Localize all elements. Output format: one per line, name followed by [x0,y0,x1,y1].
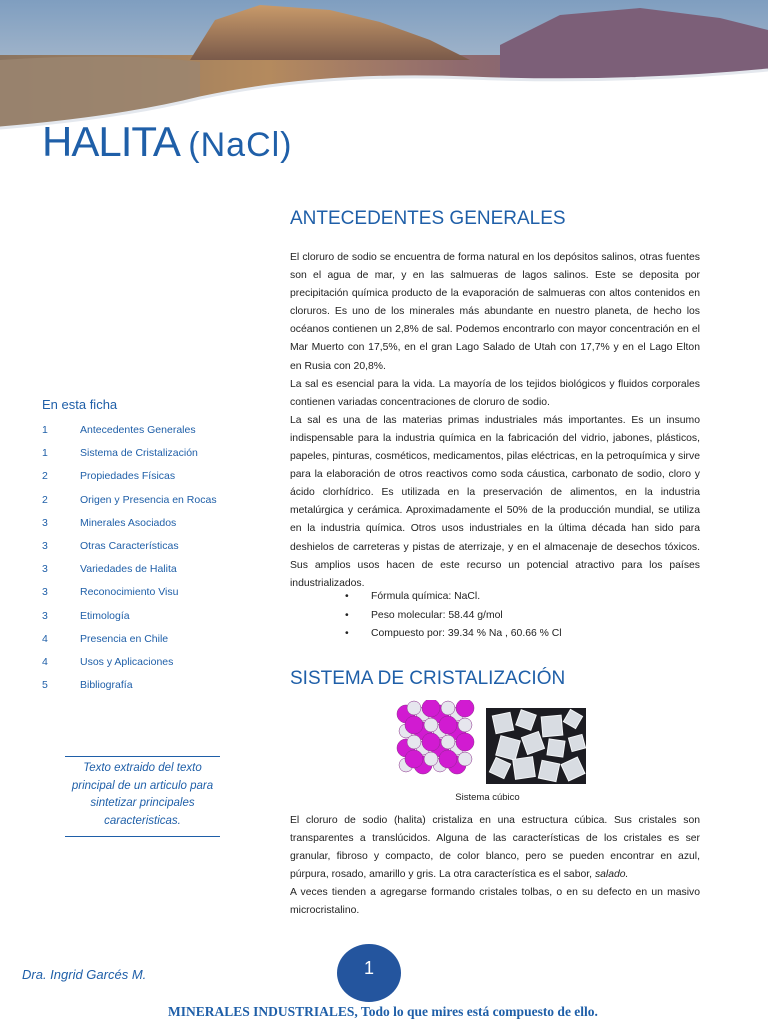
toc-page-number: 2 [42,493,48,506]
toc-item[interactable] [42,563,217,586]
toc-item[interactable] [42,586,217,609]
toc-item[interactable] [42,494,217,517]
antecedentes-body [290,249,700,593]
bullet-formula: • Fórmula química: NaCl. [345,588,562,607]
title-formula: (NaCl) [188,126,293,164]
toc-label: Etimología [80,609,130,622]
toc-item[interactable] [42,633,217,656]
toc-label: Sistema de Cristalización [80,447,198,460]
table-of-contents [42,424,217,702]
salt-crystals-photo [486,708,586,784]
toc-page-number: 2 [42,470,48,483]
toc-page-number: 1 [42,447,48,460]
lattice-ion [422,733,440,751]
section-heading-cristalizacion: SISTEMA DE CRISTALIZACIÓN [290,668,566,689]
toc-page-number: 3 [42,609,48,622]
toc-item[interactable] [42,610,217,633]
lattice-ion [407,735,421,749]
toc-label: Reconocimiento Visu [80,586,179,599]
salt-crystal [538,760,559,781]
cristalizacion-body [290,812,700,921]
header-landscape-banner [0,0,768,135]
cristalizacion-paragraph-2: A veces tienden a agregarse formando cristales tolbas, o en su defecto en un masivo microcristalino. [290,887,700,917]
toc-page-number: 3 [42,586,48,599]
toc-item[interactable] [42,447,217,470]
toc-label: Variedades de Halita [80,563,177,576]
section-heading-antecedentes: ANTECEDENTES GENERALES [290,208,566,229]
salt-crystal [492,712,513,733]
crystal-structure-images [386,700,588,788]
toc-label: Otras Características [80,539,179,552]
lattice-ion [405,716,423,734]
bullet-composition: • Compuesto por: 39.34 % Na , 60.66 % Cl [345,625,562,644]
toc-item[interactable] [42,679,217,702]
antecedentes-paragraph-1: El cloruro de sodio se encuentra de forma natural en los depósitos salinos, otras fuentes son el agua de mar, y en las salmueras de lagos salinos. Este se deposita por precipitación química producto de la evaporación de salmueras con altos contenidos en cloruros. Es uno de los minerales más abundante en nuestro planeta, de hecho los océanos contienen un 2,8% de sal. Podemos encontrarlo con mayor concentración en el Mar Muerto con 17,5%, en el gran Lago Salado de Utah con 17,7% y en el Lago Elton en Rusia con 20,8%. [290,252,700,372]
toc-label: Usos y Aplicaciones [80,655,174,668]
lattice-ion [424,752,438,766]
toc-label: Origen y Presencia en Rocas [80,493,217,506]
antecedentes-paragraph-2: La sal es esencial para la vida. La mayoría de los tejidos biológicos y fluidos corporales contienen variadas concentraciones de cloruro de sodio. [290,378,700,408]
pull-quote: Texto extraido del texto principal de un articulo para sintetizar principales caracteristicas. [65,756,220,837]
toc-label: Propiedades Físicas [80,470,176,483]
toc-item[interactable] [42,424,217,447]
lattice-ion [458,718,472,732]
footer-tagline: MINERALES INDUSTRIALES, Todo lo que mires está compuesto de ello. [168,1004,598,1019]
toc-label: Antecedentes Generales [80,424,196,436]
salt-crystal [496,736,520,760]
antecedentes-paragraph-3: La sal es una de las materias primas industriales más importantes. Es un insumo indispensable para la industria química en la fabricación del vidrio, jabones, plásticos, papeles, pinturas, cosméticos, medicamentos, pilas eléctricas, en la petroquímica y sirve para la elaboración de otros reactivos como soda cáustica, carbonato de sodio, cloro y ácido clorhídrico. Es utilizada en la preservación de alimentos, en la industria metalúrgica y cerámica. Aproximadamente el 50% de la producción mundial, se utiliza en la industria química. Otros usos industriales en la última década han sido para deshielos de carreteras y pistas de aterrizaje, y en el almacenaje de desechos tóxicos. Sus amplios usos hacen de este recurso un potencial atractivo para los países industrializados. [290,414,700,589]
lattice-ion [407,701,421,715]
crystal-image-caption: Sistema cúbico [455,792,520,803]
cristalizacion-paragraph-1 [290,812,700,884]
lattice-ion [424,718,438,732]
cristalizacion-text: El cloruro de sodio (halita) cristaliza en una estructura cúbica. Sus cristales son transparentes a translúcidos. Alguna de las características de los cristales es ser granular, fibroso y compacto, de color blanco, pero se pueden encontrar en azul, púrpura, rosado, amarillo y gris. La otra característica es el sabor, [290,815,700,881]
salt-crystal [568,734,585,751]
salt-crystal [547,739,565,757]
toc-item[interactable] [42,656,217,679]
lattice-ion [441,701,455,715]
salado-italic: salado. [594,869,629,881]
toc-page-number: 4 [42,632,48,645]
toc-page-number: 1 [42,424,48,436]
title-mineral-name: HALITA [42,118,178,165]
toc-item[interactable] [42,470,217,493]
lattice-ion [439,716,457,734]
lattice-ion [405,750,423,768]
toc-page-number: 3 [42,516,48,529]
bullet-molecular-weight: • Peso molecular: 58.44 g/mol [345,607,562,626]
lattice-ion [422,700,440,717]
lattice-ion [456,733,474,751]
author-name: Dra. Ingrid Garcés M. [22,967,147,982]
toc-page-number: 3 [42,563,48,576]
toc-label: Presencia en Chile [80,632,169,645]
toc-label: Bibliografía [80,679,133,692]
lattice-ion [439,750,457,768]
toc-page-number: 4 [42,655,48,668]
lattice-ion [456,700,474,717]
properties-bullet-list [345,588,562,644]
toc-item[interactable] [42,540,217,563]
page-title [42,118,293,166]
salt-crystal [513,757,536,780]
toc-page-number: 5 [42,679,48,692]
toc-heading: En esta ficha [42,397,118,412]
page-number-badge: 1 [337,944,401,1002]
salt-crystal [541,715,563,737]
lattice-ion [441,735,455,749]
toc-label: Minerales Asociados [80,516,177,529]
toc-page-number: 3 [42,539,48,552]
toc-item[interactable] [42,517,217,540]
cubic-lattice-model-image [388,700,482,788]
lattice-ion [458,752,472,766]
